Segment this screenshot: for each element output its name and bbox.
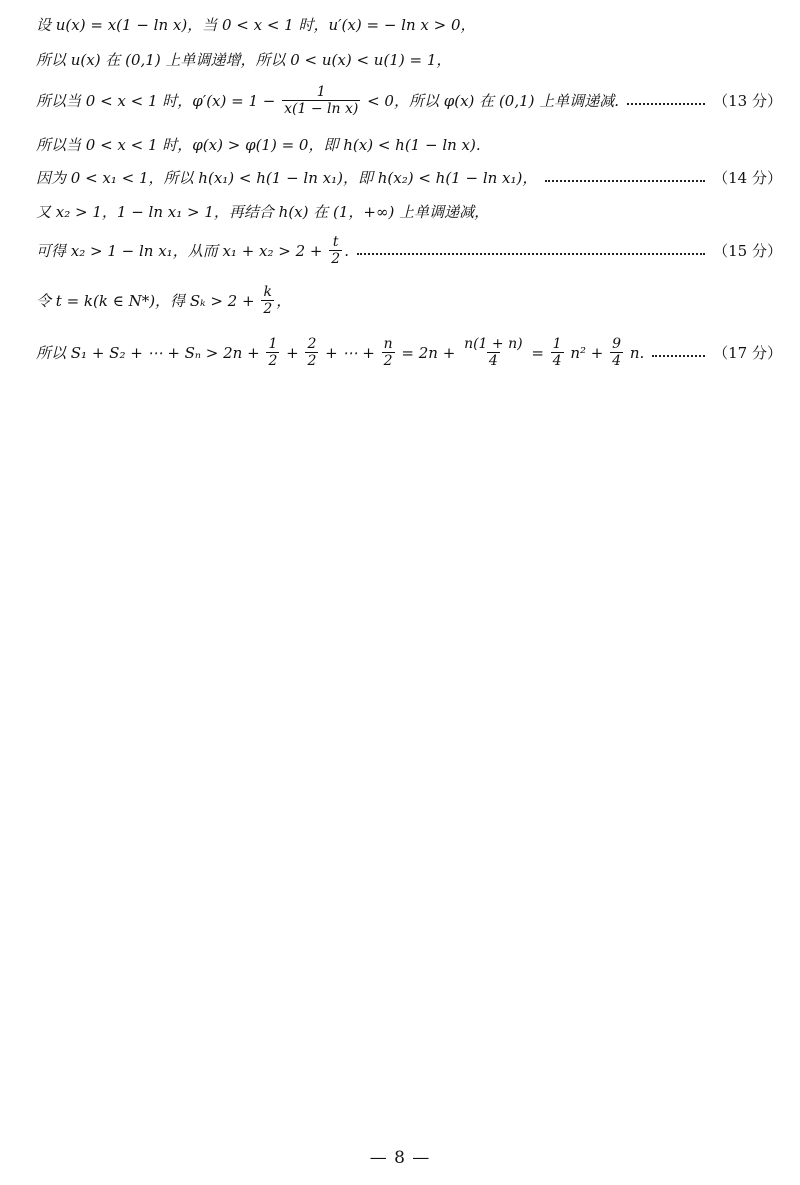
fraction xyxy=(329,234,342,267)
fraction xyxy=(266,336,279,369)
line-text-post: n. xyxy=(625,343,645,362)
line-text-post: < 0，所以 φ(x) 在 (0,1) 上单调递减. xyxy=(362,92,620,111)
operator-text: n² + xyxy=(565,343,609,362)
fraction-denominator: 4 xyxy=(488,353,498,370)
solution-line-8 xyxy=(36,284,782,317)
page-number: — 8 — xyxy=(369,1148,431,1168)
line-text: 又 x₂ > 1，1 − ln x₁ > 1，再结合 h(x) 在 (1，+∞) 上单调递减， xyxy=(36,203,490,221)
line-text: 因为 0 < x₁ < 1，所以 h(x₁) < h(1 − ln x₁)，即 h(x₂) < h(1 − ln x₁)， xyxy=(36,169,538,187)
fraction-numerator: 1 xyxy=(316,84,326,100)
operator-text: + ⋯ + xyxy=(320,343,380,362)
line-text-pre: 可得 x₂ > 1 − ln x₁，从而 x₁ + x₂ > 2 + xyxy=(36,242,328,261)
fraction-numerator: 1 xyxy=(268,336,278,352)
solution-line-7 xyxy=(36,234,782,267)
solution-line-6 xyxy=(36,201,782,222)
fraction-denominator: 2 xyxy=(268,353,278,370)
operator-text: = 2n + xyxy=(396,343,461,362)
line-text: 设 u(x) = x(1 − ln x)，当 0 < x < 1 时，u′(x) = − ln x > 0， xyxy=(36,16,476,34)
fraction-numerator: 2 xyxy=(307,336,317,352)
fraction-numerator: k xyxy=(263,284,273,300)
solution-line-9 xyxy=(36,336,782,369)
fraction xyxy=(261,284,274,317)
solution-line-4 xyxy=(36,134,782,155)
fraction-denominator: 2 xyxy=(331,251,341,268)
score-marker: （15 分） xyxy=(713,242,782,261)
line-text: 所以 u(x) 在 (0,1) 上单调递增，所以 0 < u(x) < u(1) = 1， xyxy=(36,51,452,69)
fraction-denominator: 2 xyxy=(263,301,273,318)
solution-line-5 xyxy=(36,167,782,188)
operator-text: + xyxy=(281,343,304,362)
solution-line-2 xyxy=(36,49,782,70)
line-text-pre: 令 t = k(k ∈ N*)，得 Sₖ > 2 + xyxy=(36,292,260,311)
solution-line-3 xyxy=(36,84,782,117)
dotted-leader xyxy=(545,180,705,182)
fraction-denominator: 4 xyxy=(552,353,562,370)
fraction xyxy=(305,336,318,369)
fraction-numerator: 9 xyxy=(612,336,622,352)
fraction-numerator: t xyxy=(332,234,339,250)
score-marker: （14 分） xyxy=(713,169,782,187)
fraction xyxy=(551,336,564,369)
line-text-pre: 所以当 0 < x < 1 时，φ′(x) = 1 − xyxy=(36,92,281,111)
fraction xyxy=(282,84,360,117)
operator-text: = xyxy=(526,343,549,362)
line-text-pre: 所以 S₁ + S₂ + ⋯ + Sₙ > 2n + xyxy=(36,344,265,363)
line-text-post: . xyxy=(344,241,349,260)
fraction xyxy=(462,336,525,369)
fraction-numerator: n xyxy=(383,336,393,352)
fraction-denominator: 2 xyxy=(383,353,393,370)
fraction xyxy=(382,336,395,369)
fraction-denominator: x(1 − ln x) xyxy=(284,101,359,118)
score-marker: （13 分） xyxy=(713,92,782,111)
fraction xyxy=(610,336,623,369)
fraction-denominator: 2 xyxy=(307,353,317,370)
dotted-leader xyxy=(627,103,705,105)
fraction-numerator: n(1 + n) xyxy=(464,336,523,352)
line-text-post: ， xyxy=(276,292,292,311)
dotted-leader xyxy=(652,355,705,357)
dotted-leader xyxy=(357,253,705,255)
score-marker: （17 分） xyxy=(713,344,782,363)
solution-line-1 xyxy=(36,14,782,35)
line-text: 所以当 0 < x < 1 时，φ(x) > φ(1) = 0，即 h(x) < h(1 − ln x). xyxy=(36,136,481,154)
fraction-denominator: 4 xyxy=(612,353,622,370)
fraction-numerator: 1 xyxy=(552,336,562,352)
